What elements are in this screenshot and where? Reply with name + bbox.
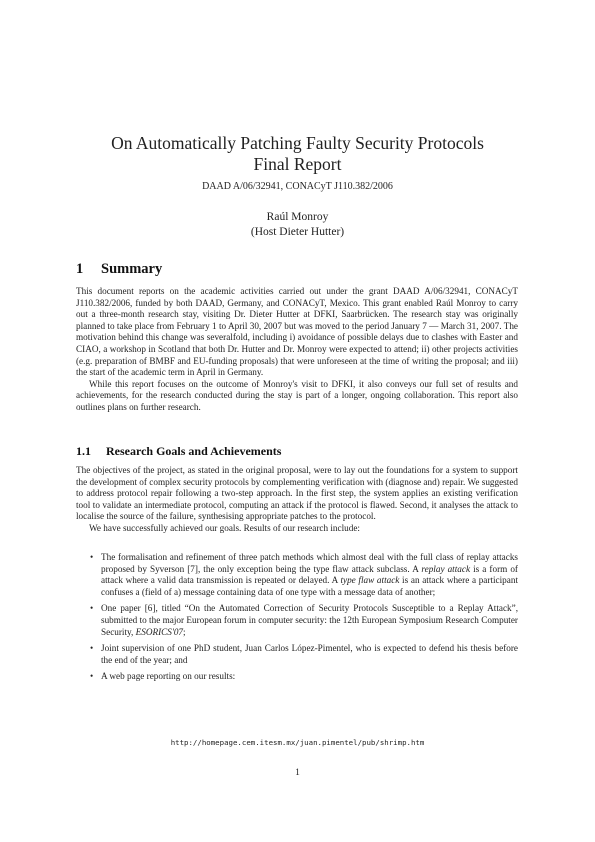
list-item: • The formalisation and refinement of three patch methods which almost deal with the full class of replay attacks proposed by Syverson [7], the only exception being the type flaw attack subclass. A replay attack is a form of attack where a valid data transmission is repeated or delayed. A type flaw attack is an attack where a participant confuses a (field of a) message containing data of one type with a message data of another;: [90, 552, 518, 597]
author-name: Raúl Monroy: [266, 211, 329, 223]
goals-paragraph-1: The objectives of the project, as stated in the original proposal, were to lay out the foundations for a system to support the development of complex security protocols by complementing verification with (diagnose and) repair. We suggested to address protocol repair following a two-step approach. In the first step, the system applies an existing verification tool to validate an intermediate protocol, computing an attack if the protocol is flawed. Second, it analyses the attack to localise the source of the failure, synthesising appropriate patches to the protocol.: [76, 465, 518, 522]
section-number: 1: [76, 261, 84, 277]
goals-paragraph-2: We have successfully achieved our goals. Results of our research include:: [89, 522, 360, 533]
grant-reference: DAAD A/06/32941, CONACyT J110.382/2006: [202, 181, 393, 192]
bullet: •: [90, 552, 94, 562]
list-item: • A web page reporting on our results:: [90, 671, 236, 682]
section-heading-summary: [76, 261, 162, 277]
report-title: [0, 133, 595, 175]
goals-body: [76, 465, 518, 535]
term-type-flaw-attack: type flaw attack: [340, 575, 400, 586]
subsection-number: 1.1: [76, 444, 91, 458]
bullet: •: [90, 643, 94, 654]
list-item: • Joint supervision of one PhD student, Juan Carlos López-Pimentel, who is expected to defend his thesis before the end of the year; and: [90, 643, 518, 665]
title-line-1: On Automatically Patching Faulty Security Protocols: [111, 133, 484, 153]
subsection-title: Research Goals and Achievements: [106, 444, 282, 458]
author-block: [0, 210, 595, 240]
title-line-2: Final Report: [253, 154, 342, 174]
bullet: •: [90, 603, 94, 614]
section-title: Summary: [101, 261, 163, 277]
conference-name: ESORICS'07: [135, 626, 184, 637]
results-list: [76, 552, 518, 688]
term-replay-attack: replay attack: [421, 563, 471, 574]
author-host: (Host Dieter Hutter): [250, 226, 345, 238]
bullet: •: [90, 671, 94, 682]
summary-paragraph-1: This document reports on the academic activities carried out under the grant DAAD A/06/32941, CONACyT J110.382/2006, funded by both DAAD, Germany, and CONACyT, Mexico. This grant enabled Raúl Monroy to carry out a three-month research stay, visiting Dr. Dieter Hutter at DFKI, Saarbrücken. The research stay was originally planned to take place from February 1 to April 30, 2007 but was moved to the period January 7 — March 31, 2007. The motivation behind this change was severalfold, including i) avoidance of possible delays due to clashes with Easter and CIAO, a workshop in Scotland that both Dr. Hutter and Dr. Monroy were expected to attend; ii) other projects activities (e.g. preparation of BMBF and EU-funding proposals) that were unforeseen at the time of writing the proposal; and iii) the start of the academic term in April in Germany.: [76, 286, 518, 378]
list-item: • One paper [6], titled “On the Automated Correction of Security Protocols Susceptible to a Replay Attack”, submitted to the major European forum in computer security: the 12th European Symposium Research Computer Security, ESORICS'07;: [90, 603, 518, 637]
subsection-heading-goals: [76, 444, 281, 458]
results-url[interactable]: http://homepage.cem.itesm.mx/juan.pimentel/pub/shrimp.htm: [170, 738, 425, 747]
page-number: 1: [295, 768, 300, 778]
summary-body: [76, 286, 518, 414]
summary-paragraph-2: While this report focuses on the outcome of Monroy's visit to DFKI, it also conveys our full set of results and achievements, for the research conducted during the stay is part of a longer, ongoing collaboration. This report also outlines plans on further research.: [76, 378, 518, 412]
